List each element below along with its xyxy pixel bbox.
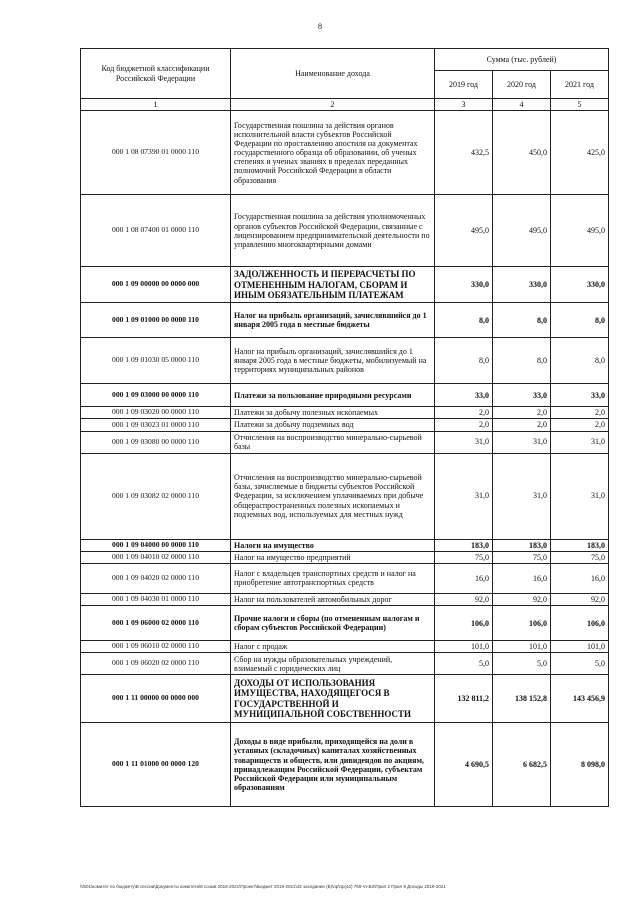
header-year-2021: 2021 год	[551, 71, 609, 99]
name-cell: ЗАДОЛЖЕННОСТЬ И ПЕРЕРАСЧЕТЫ ПО ОТМЕНЕННЫМ НАЛОГАМ, СБОРАМ И ИНЫМ ОБЯЗАТЕЛЬНЫМ ПЛАТЕЖАМ	[231, 267, 435, 303]
sum-2019-cell: 8,0	[435, 303, 493, 338]
header-code: Код бюджетной классификации Российской Федерации	[81, 49, 231, 99]
table-row	[81, 338, 609, 384]
sum-2021-cell: 425,0	[551, 111, 609, 195]
table-row	[81, 723, 609, 807]
name-cell: Прочие налоги и сборы (по отмененным налогам и сборам субъектов Российской Федерации)	[231, 606, 435, 641]
sum-2021-cell: 8 098,0	[551, 723, 609, 807]
sum-2020-cell: 450,0	[493, 111, 551, 195]
column-number: 2	[231, 99, 435, 111]
file-path-footer: \\fs01\комитет по бюджету\В сессии\Документы комитета\6 созыв 2016-2021\Проект\Бюджет 2019-2021\42 заседание (Б)\пр\пр(42) 769-VI-БЗ\Прил 2 Прил 9 Доходы 2019-2021	[80, 884, 446, 889]
table-body	[81, 111, 609, 807]
sum-2020-cell: 101,0	[493, 641, 551, 653]
sum-2021-cell: 143 456,9	[551, 675, 609, 723]
sum-2020-cell: 106,0	[493, 606, 551, 641]
sum-2021-cell: 5,0	[551, 653, 609, 675]
sum-2020-cell: 2,0	[493, 419, 551, 431]
sum-2020-cell: 75,0	[493, 551, 551, 563]
sum-2019-cell: 31,0	[435, 453, 493, 539]
table-row	[81, 431, 609, 453]
code-cell: 000 1 09 04030 01 0000 110	[81, 593, 231, 605]
sum-2019-cell: 183,0	[435, 539, 493, 551]
column-number: 5	[551, 99, 609, 111]
sum-2019-cell: 33,0	[435, 384, 493, 407]
header-sum: Сумма (тыс. рублей)	[435, 49, 609, 71]
name-cell: Налог с владельцев транспортных средств и налог на приобретение автотранспортных средств	[231, 563, 435, 593]
name-cell: Государственная пошлина за действия органов исполнительной власти субъектов Российской Федерации по проставлению апостиля на документах государственного образца об образовании, об ученых степенях и ученых званиях в пределах переданных полномочий Российской Федерации в области образования	[231, 111, 435, 195]
sum-2019-cell: 2,0	[435, 419, 493, 431]
sum-2020-cell: 16,0	[493, 563, 551, 593]
sum-2020-cell: 33,0	[493, 384, 551, 407]
sum-2019-cell: 75,0	[435, 551, 493, 563]
revenue-table	[80, 48, 609, 807]
table-row	[81, 384, 609, 407]
sum-2019-cell: 4 690,5	[435, 723, 493, 807]
code-cell: 000 1 08 07400 01 0000 110	[81, 195, 231, 267]
name-cell: Отчисления на воспроизводство минерально-сырьевой базы, зачисляемые в бюджеты субъектов Российской Федерации, за исключением уплачиваемых при добыче общераспространенных полезных ископаемых и подземных вод, используемых для местных нужд	[231, 453, 435, 539]
table-row	[81, 641, 609, 653]
sum-2021-cell: 75,0	[551, 551, 609, 563]
table-row	[81, 111, 609, 195]
page-number: 8	[318, 22, 322, 31]
sum-2019-cell: 101,0	[435, 641, 493, 653]
name-cell: ДОХОДЫ ОТ ИСПОЛЬЗОВАНИЯ ИМУЩЕСТВА, НАХОДЯЩЕГОСЯ В ГОСУДАРСТВЕННОЙ И МУНИЦИПАЛЬНОЙ СОБСТВЕННОСТИ	[231, 675, 435, 723]
sum-2021-cell: 16,0	[551, 563, 609, 593]
name-cell: Сбор на нужды образовательных учреждений, взимаемый с юридических лиц	[231, 653, 435, 675]
code-cell: 000 1 09 01000 00 0000 110	[81, 303, 231, 338]
table-row	[81, 419, 609, 431]
sum-2020-cell: 2,0	[493, 407, 551, 419]
name-cell: Платежи за добычу полезных ископаемых	[231, 407, 435, 419]
name-cell: Доходы в виде прибыли, приходящейся на доли в уставных (складочных) капиталах хозяйственных товариществ и обществ, или дивидендов по акциям, принадлежащим Российской Федерации, субъектам Российской Федерации или муниципальным образованиям	[231, 723, 435, 807]
table-row	[81, 563, 609, 593]
sum-2019-cell: 432,5	[435, 111, 493, 195]
sum-2020-cell: 92,0	[493, 593, 551, 605]
sum-2019-cell: 495,0	[435, 195, 493, 267]
sum-2019-cell: 31,0	[435, 431, 493, 453]
sum-2020-cell: 6 682,5	[493, 723, 551, 807]
sum-2021-cell: 106,0	[551, 606, 609, 641]
sum-2021-cell: 495,0	[551, 195, 609, 267]
sum-2021-cell: 330,0	[551, 267, 609, 303]
header-name: Наименование дохода	[231, 49, 435, 99]
sum-2019-cell: 92,0	[435, 593, 493, 605]
name-cell: Налог на прибыль организаций, зачислявшийся до 1 января 2005 года в местные бюджеты	[231, 303, 435, 338]
name-cell: Налог на прибыль организаций, зачислявшийся до 1 января 2005 года в местные бюджеты, мобилизуемый на территориях муниципальных районов	[231, 338, 435, 384]
code-cell: 000 1 09 03080 00 0000 110	[81, 431, 231, 453]
sum-2021-cell: 33,0	[551, 384, 609, 407]
sum-2021-cell: 92,0	[551, 593, 609, 605]
sum-2020-cell: 31,0	[493, 431, 551, 453]
name-cell: Государственная пошлина за действия уполномоченных органов субъектов Российской Федерации, связанные с лицензированием предпринимательской деятельности по управлению многоквартирными домами	[231, 195, 435, 267]
sum-2019-cell: 330,0	[435, 267, 493, 303]
sum-2020-cell: 495,0	[493, 195, 551, 267]
sum-2019-cell: 8,0	[435, 338, 493, 384]
name-cell: Налог на пользователей автомобильных дорог	[231, 593, 435, 605]
table-row	[81, 653, 609, 675]
sum-2021-cell: 183,0	[551, 539, 609, 551]
sum-2019-cell: 5,0	[435, 653, 493, 675]
header-year-2020: 2020 год	[493, 71, 551, 99]
table-row	[81, 407, 609, 419]
sum-2021-cell: 8,0	[551, 303, 609, 338]
name-cell: Налоги на имущество	[231, 539, 435, 551]
code-cell: 000 1 09 03000 00 0000 110	[81, 384, 231, 407]
code-cell: 000 1 09 04000 00 0000 110	[81, 539, 231, 551]
code-cell: 000 1 09 03023 01 0000 110	[81, 419, 231, 431]
sum-2020-cell: 5,0	[493, 653, 551, 675]
sum-2020-cell: 8,0	[493, 338, 551, 384]
code-cell: 000 1 09 06010 02 0000 110	[81, 641, 231, 653]
code-cell: 000 1 09 03020 00 0000 110	[81, 407, 231, 419]
name-cell: Платежи за добычу подземных вод	[231, 419, 435, 431]
code-cell: 000 1 09 04020 02 0000 110	[81, 563, 231, 593]
table-row	[81, 267, 609, 303]
column-number: 3	[435, 99, 493, 111]
header-year-2019: 2019 год	[435, 71, 493, 99]
name-cell: Платежи за пользование природными ресурсами	[231, 384, 435, 407]
sum-2021-cell: 2,0	[551, 407, 609, 419]
sum-2021-cell: 2,0	[551, 419, 609, 431]
sum-2020-cell: 330,0	[493, 267, 551, 303]
table-row	[81, 303, 609, 338]
sum-2021-cell: 8,0	[551, 338, 609, 384]
sum-2020-cell: 138 152,8	[493, 675, 551, 723]
code-cell: 000 1 09 03082 02 0000 110	[81, 453, 231, 539]
table-row	[81, 551, 609, 563]
sum-2021-cell: 31,0	[551, 431, 609, 453]
code-cell: 000 1 11 00000 00 0000 000	[81, 675, 231, 723]
sum-2020-cell: 31,0	[493, 453, 551, 539]
code-cell: 000 1 11 01000 00 0000 120	[81, 723, 231, 807]
code-cell: 000 1 09 06000 02 0000 110	[81, 606, 231, 641]
code-cell: 000 1 08 07390 01 0000 110	[81, 111, 231, 195]
name-cell: Налог с продаж	[231, 641, 435, 653]
code-cell: 000 1 09 00000 00 0000 000	[81, 267, 231, 303]
table-row	[81, 593, 609, 605]
column-number: 4	[493, 99, 551, 111]
table-row	[81, 453, 609, 539]
column-number: 1	[81, 99, 231, 111]
table-row	[81, 675, 609, 723]
table-row	[81, 195, 609, 267]
sum-2020-cell: 183,0	[493, 539, 551, 551]
sum-2020-cell: 8,0	[493, 303, 551, 338]
sum-2019-cell: 132 811,2	[435, 675, 493, 723]
name-cell: Отчисления на воспроизводство минерально-сырьевой базы	[231, 431, 435, 453]
name-cell: Налог на имущество предприятий	[231, 551, 435, 563]
code-cell: 000 1 09 01030 05 0000 110	[81, 338, 231, 384]
sum-2019-cell: 16,0	[435, 563, 493, 593]
table-row	[81, 539, 609, 551]
sum-2019-cell: 106,0	[435, 606, 493, 641]
sum-2021-cell: 31,0	[551, 453, 609, 539]
table-row	[81, 606, 609, 641]
sum-2019-cell: 2,0	[435, 407, 493, 419]
code-cell: 000 1 09 04010 02 0000 110	[81, 551, 231, 563]
code-cell: 000 1 09 06020 02 0000 110	[81, 653, 231, 675]
sum-2021-cell: 101,0	[551, 641, 609, 653]
